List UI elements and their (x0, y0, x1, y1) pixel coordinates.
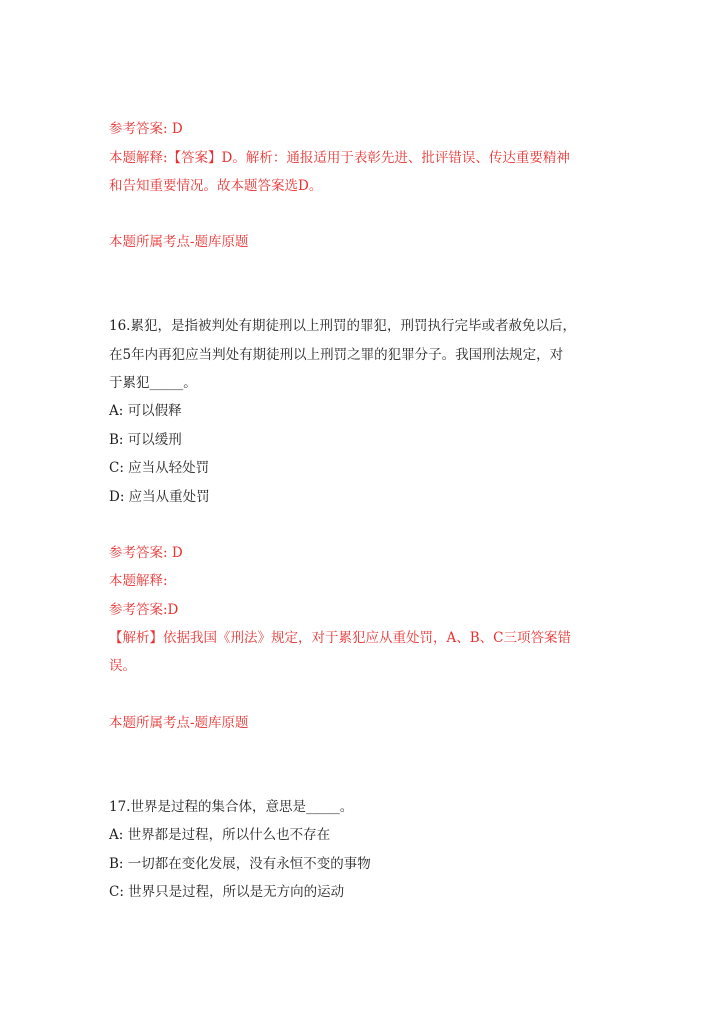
q15-topic: 本题所属考点-题库原题 (109, 234, 249, 250)
q16-stem-line3: 于累犯_____。 (109, 375, 197, 391)
q16-option-c: C: 应当从轻处罚 (109, 460, 210, 476)
q17-option-c: C: 世界只是过程，所以是无方向的运动 (109, 884, 345, 900)
q16-analysis-line2: 误。 (109, 658, 136, 674)
q16-explanation-label: 本题解释: (109, 573, 168, 589)
q15-explanation-line2: 和告知重要情况。故本题答案选D。 (109, 178, 323, 194)
q16-answer-repeat: 参考答案:D (109, 602, 179, 618)
q16-analysis-line1: 【解析】依据我国《刑法》规定，对于累犯应从重处罚，A、B、C三项答案错 (109, 630, 571, 646)
q16-answer: 参考答案: D (109, 545, 183, 561)
q16-stem-line1: 16.累犯，是指被判处有期徒刑以上刑罚的罪犯，刑罚执行完毕或者赦免以后， (109, 318, 576, 334)
q17-stem: 17.世界是过程的集合体，意思是_____。 (109, 799, 354, 815)
q16-topic: 本题所属考点-题库原题 (109, 715, 249, 731)
q16-stem-line2: 在5年内再犯应当判处有期徒刑以上刑罚之罪的犯罪分子。我国刑法规定，对 (109, 347, 564, 363)
q17-option-a: A: 世界都是过程，所以什么也不存在 (109, 827, 331, 843)
q15-answer: 参考答案: D (109, 121, 183, 137)
q16-option-d: D: 应当从重处罚 (109, 489, 210, 505)
q16-option-b: B: 可以缓刑 (109, 432, 182, 448)
q16-option-a: A: 可以假释 (109, 403, 182, 419)
q17-option-b: B: 一切都在变化发展，没有永恒不变的事物 (109, 856, 371, 872)
q15-explanation-line1: 本题解释:【答案】D。解析：通报适用于表彰先进、批评错误、传达重要精神 (109, 150, 570, 166)
